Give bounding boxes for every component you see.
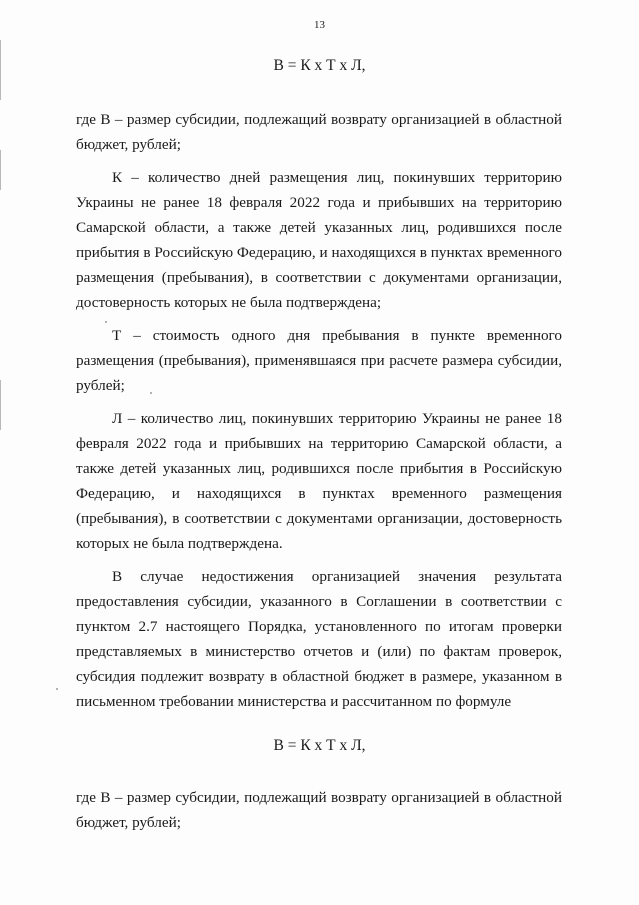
scan-edge-mark: [0, 150, 1, 190]
paragraph-case: В случае недостижения организацией значения результата предоставления субсидии, указанного в Соглашении в соответствии с пунктом 2.7 настоящего Порядка, установленного по итогам проверки представляемых в министерство отчетов и (или) по фактам проверок, субсидия подлежит возврату в областной бюджет в размере, указанном в письменном требовании министерства и рассчитанном по формуле: [76, 568, 562, 710]
paragraph-where-b: где В – размер субсидии, подлежащий возврату организацией в областной бюджет, рублей;: [76, 111, 562, 153]
scan-speck: [56, 688, 58, 690]
paragraph-where-b-2: где В – размер субсидии, подлежащий возврату организацией в областной бюджет, рублей;: [76, 789, 562, 831]
formula-top: В = К х Т х Л,: [273, 57, 366, 74]
main-text: [76, 107, 562, 714]
closing-text: [76, 785, 562, 835]
page-number: 13: [314, 19, 325, 31]
paragraph-def-t: Т – стоимость одного дня пребывания в пункте временного размещения (пребывания), применявшаяся при расчете размера субсидии, рублей;: [76, 327, 562, 394]
formula-bottom: В = К х Т х Л,: [273, 737, 366, 754]
scan-edge-mark: [0, 380, 1, 430]
paragraph-def-l: Л – количество лиц, покинувших территорию Украины не ранее 18 февраля 2022 года и прибывших на территорию Самарской области, а также детей указанных лиц, родившихся после прибытия в Российскую Федерацию, и находящихся в пунктах временного размещения (пребывания), в соответствии с документами организации, достоверность которых не была подтверждена.: [76, 410, 562, 552]
paragraph-def-k: К – количество дней размещения лиц, покинувших территорию Украины не ранее 18 февраля 2022 года и прибывших на территорию Самарской области, а также детей указанных лиц, родившихся после прибытия в Российскую Федерацию, и находящихся в пунктах временного размещения (пребывания), в соответствии с документами организации, достоверность которых не была подтверждена;: [76, 169, 562, 311]
